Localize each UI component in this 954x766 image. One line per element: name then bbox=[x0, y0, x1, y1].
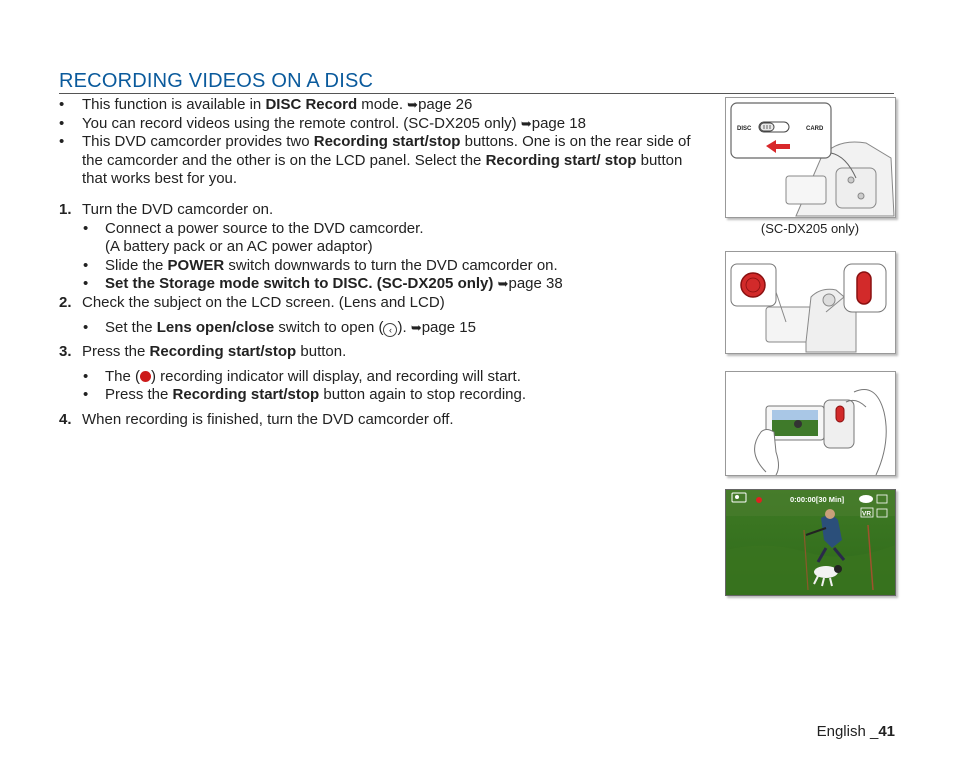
storage-switch-illustration bbox=[726, 98, 895, 217]
instructions bbox=[59, 96, 709, 430]
step-4: 4. When recording is finished, turn the DVD camcorder off. bbox=[59, 410, 454, 428]
figure-holding-camcorder bbox=[725, 371, 896, 476]
page-ref-arrow-icon: ➥ bbox=[497, 276, 509, 292]
page-number: 41 bbox=[878, 723, 895, 740]
holding-camcorder-illustration bbox=[726, 372, 895, 475]
step-2-sub-1: • Set the Lens open/close switch to open ( ‹ ). ➥page 15 bbox=[59, 319, 709, 338]
page-ref: page 38 bbox=[508, 275, 563, 293]
intro-bullet-1: • This function is available in DISC Record mode. ➥page 26 bbox=[59, 96, 709, 115]
page-ref: page 26 bbox=[418, 96, 473, 113]
record-indicator-icon bbox=[756, 497, 762, 503]
step-3-sub-2: • Press the Recording start/stop button again to stop recording. bbox=[59, 386, 709, 405]
disc-type-icon bbox=[859, 495, 873, 503]
step-3-sub-1: • The ( ) recording indicator will display, and recording will start. bbox=[59, 368, 709, 387]
lens-open-icon: ‹ bbox=[383, 323, 397, 337]
step-2: 2. Check the subject on the LCD screen. (Lens and LCD) bbox=[59, 293, 445, 311]
lcd-record-button-icon bbox=[857, 272, 871, 304]
page-ref-arrow-icon: ➥ bbox=[520, 115, 532, 131]
step-3: 3. Press the Recording start/stop button. bbox=[59, 343, 347, 361]
page-ref: page 18 bbox=[531, 114, 586, 132]
step-1-sub-3: • Set the Storage mode switch to DISC. (SC-DX205 only) ➥page 38 bbox=[59, 275, 709, 294]
figure-record-buttons bbox=[725, 251, 896, 354]
step-1-sub-2: • Slide the POWER switch downwards to turn the DVD camcorder on. bbox=[59, 257, 709, 276]
intro-bullet-3: • This DVD camcorder provides two Recording start/stop buttons. One is on the rear side of the camcorder and the other is on the LCD panel. Select the Recording start/ stop button that works best for you. bbox=[59, 133, 709, 189]
page-ref-arrow-icon: ➥ bbox=[407, 97, 419, 112]
recording-screen-photo bbox=[726, 490, 895, 595]
page-ref-arrow-icon: ➥ bbox=[410, 319, 422, 335]
page-footer: English _41 bbox=[816, 723, 895, 740]
osd-quality: VR bbox=[862, 510, 872, 518]
rear-record-button-icon bbox=[741, 273, 765, 297]
switch-label-card: CARD bbox=[806, 126, 824, 132]
switch-label-disc: DISC bbox=[737, 126, 752, 132]
page-title: RECORDING VIDEOS ON A DISC bbox=[59, 70, 894, 94]
figure-caption: (SC-DX205 only) bbox=[760, 221, 860, 236]
osd-timecode: 0:00:00[30 Min] bbox=[790, 495, 845, 504]
step-1-sub-1: • Connect a power source to the DVD camcorder. (A battery pack or an AC power adaptor) bbox=[59, 220, 709, 257]
record-indicator-icon bbox=[140, 371, 151, 382]
figure-storage-switch bbox=[725, 97, 896, 218]
figure-recording-screen bbox=[725, 489, 896, 596]
intro-bullet-2: • You can record videos using the remote control. (SC-DX205 only) ➥page 18 bbox=[59, 115, 709, 134]
record-buttons-illustration bbox=[726, 252, 895, 353]
step-1: 1. Turn the DVD camcorder on. bbox=[59, 200, 274, 218]
page-ref: page 15 bbox=[421, 318, 476, 336]
